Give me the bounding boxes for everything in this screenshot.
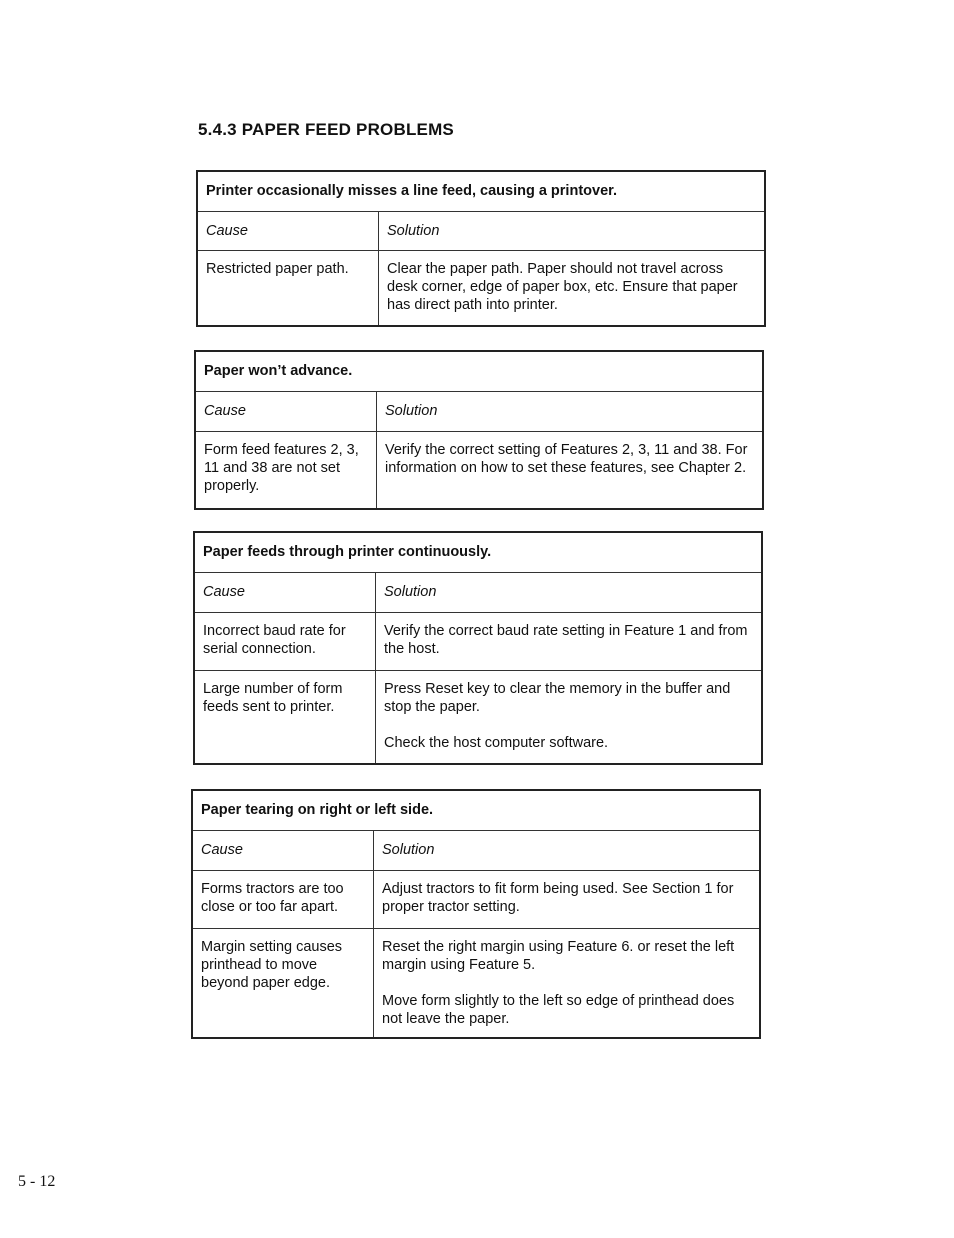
solution-header: Solution: [374, 830, 761, 870]
cause-cell: Restricted paper path.: [197, 250, 379, 326]
table-row: [194, 670, 762, 764]
cause-cell: Incorrect baud rate for serial connection.: [194, 612, 376, 670]
cause-cell: Form feed features 2, 3, 11 and 38 are not set properly.: [195, 431, 377, 509]
cause-header: Cause: [192, 830, 374, 870]
section-title: 5.4.3 PAPER FEED PROBLEMS: [198, 120, 454, 139]
problem-row: [192, 790, 760, 830]
solution-cell: [374, 870, 761, 928]
table-row: [197, 250, 765, 326]
solution-cell: [376, 612, 763, 670]
table-row: [195, 431, 763, 509]
page-number: 5 - 12: [18, 1173, 56, 1190]
header-row: [192, 830, 760, 870]
cause-cell: Large number of form feeds sent to printer.: [194, 670, 376, 764]
problem-table-paper-advance: [194, 350, 764, 510]
solution-cell: [374, 928, 761, 1038]
problem-title: Printer occasionally misses a line feed, causing a printover.: [197, 171, 765, 211]
solution-text: Press Reset key to clear the memory in the buffer and stop the paper.: [384, 680, 731, 715]
problem-table-line-feed: [196, 170, 766, 327]
problem-table-paper-tearing: [191, 789, 761, 1039]
cause-header: Cause: [194, 572, 376, 612]
table-row: [192, 870, 760, 928]
solution-cell: [379, 250, 766, 326]
problem-row: [197, 171, 765, 211]
solution-header: Solution: [376, 572, 763, 612]
solution-text: Verify the correct baud rate setting in Feature 1 and from the host.: [384, 622, 748, 657]
header-row: [197, 211, 765, 250]
problem-title: Paper tearing on right or left side.: [192, 790, 760, 830]
solution-text: Verify the correct setting of Features 2, 3, 11 and 38. For information on how to set these features, see Chapter 2.: [385, 441, 748, 476]
cause-cell: Margin setting causes printhead to move beyond paper edge.: [192, 928, 374, 1038]
header-row: [194, 572, 762, 612]
solution-text: Move form slightly to the left so edge of printhead does not leave the paper.: [382, 992, 735, 1027]
header-row: [195, 391, 763, 431]
solution-text: Reset the right margin using Feature 6. or reset the left margin using Feature 5.: [382, 938, 735, 973]
cause-header: Cause: [197, 211, 379, 250]
problem-row: [195, 351, 763, 391]
problem-title: Paper feeds through printer continuously.: [194, 532, 762, 572]
cause-header: Cause: [195, 391, 377, 431]
solution-text: Adjust tractors to fit form being used. See Section 1 for proper tractor setting.: [382, 880, 734, 915]
solution-cell: [376, 670, 763, 764]
table-row: [192, 928, 760, 1038]
solution-header: Solution: [379, 211, 766, 250]
solution-text: Clear the paper path. Paper should not travel across desk corner, edge of paper box, etc. Ensure that paper has direct path into printer.: [387, 260, 738, 313]
problem-table-continuous-feed: [193, 531, 763, 765]
solution-header: Solution: [377, 391, 764, 431]
problem-title: Paper won’t advance.: [195, 351, 763, 391]
cause-cell: Forms tractors are too close or too far apart.: [192, 870, 374, 928]
solution-cell: [377, 431, 764, 509]
table-row: [194, 612, 762, 670]
solution-text: Check the host computer software.: [384, 734, 609, 751]
problem-row: [194, 532, 762, 572]
